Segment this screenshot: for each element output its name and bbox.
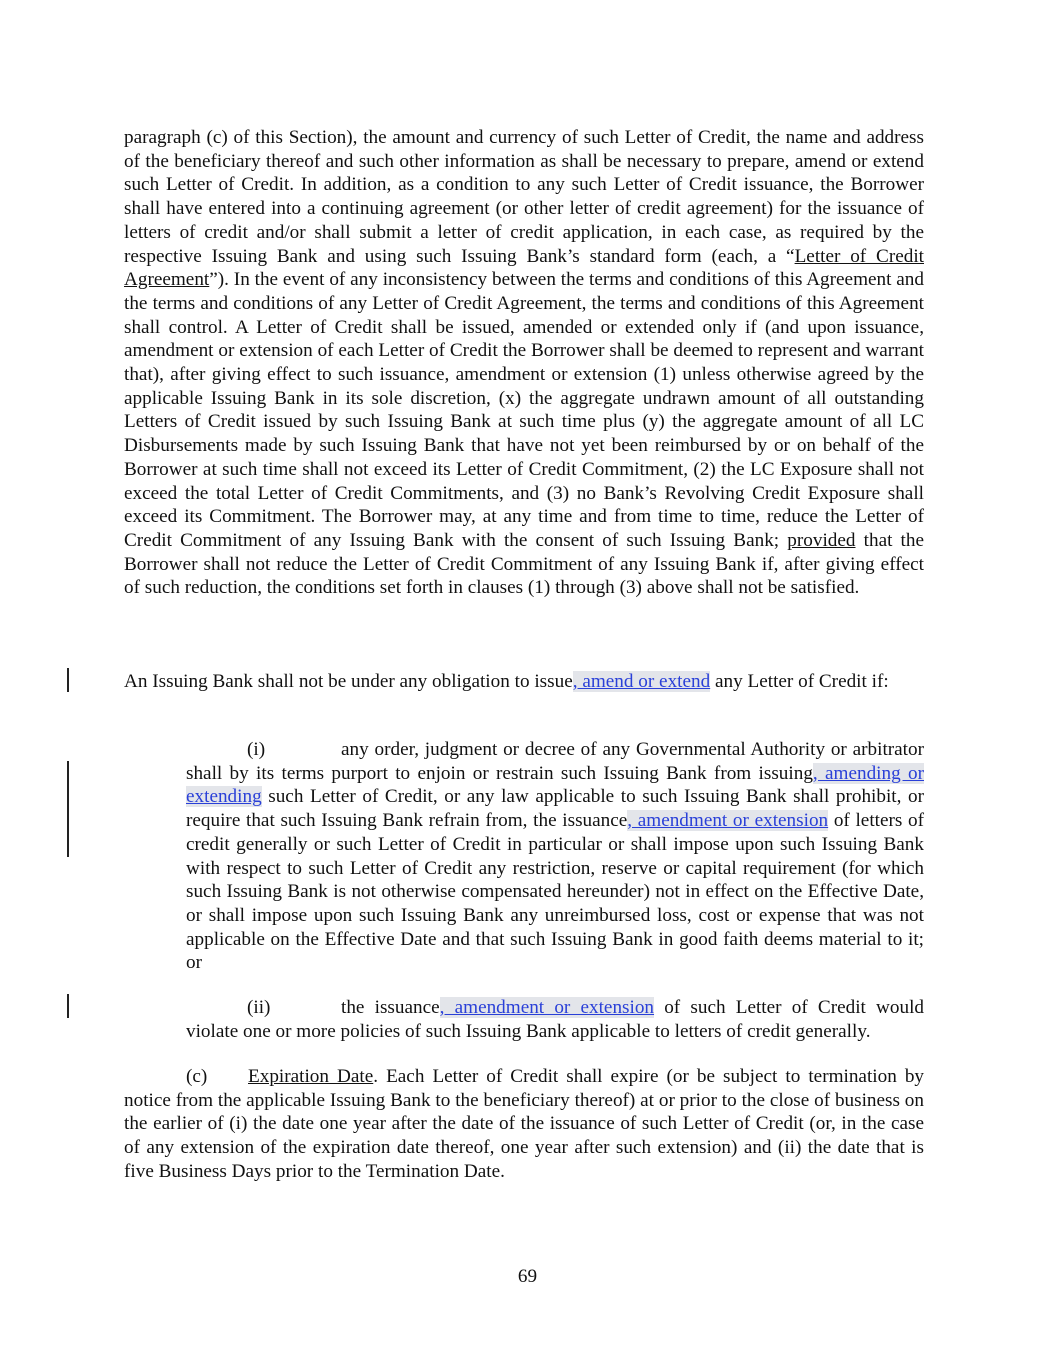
paragraph-text: any Letter of Credit if: xyxy=(710,671,889,692)
clause-i xyxy=(186,738,924,975)
inserted-text-revision: , amendment or extension xyxy=(627,810,829,832)
paragraph-letter-of-credit-request xyxy=(124,126,924,600)
change-bar xyxy=(67,761,69,809)
inserted-text-revision: , amend or extend xyxy=(572,671,711,692)
clause-text: such Letter of Credit, or any law applicable to such Issuing Bank shall prohibit, or require that such Issuing Bank refrain from, the issuance xyxy=(186,786,924,832)
change-bar xyxy=(67,668,69,692)
clause-ii xyxy=(186,996,924,1043)
section-label: (c) xyxy=(186,1066,208,1087)
clause-text: the issuance xyxy=(341,997,440,1018)
section-text: . Each Letter of Credit shall expire (or be subject to termination by notice from the applicable Issuing Bank to the beneficiary thereof) at or prior to the close of business on the earlier of (i) the date one year after the date of the issuance of such Letter of Credit (or, in the case of any extension of the expiration date thereof, one year after such extension) and (ii) the date that is five Business Days prior to the Termination Date. xyxy=(124,1066,925,1182)
clause-text: of letters of credit generally or such Letter of Credit in particular or shall impose upon such Issuing Bank with respect to such Letter of Credit any restriction, reserve or capital requirement (for which such Issuing Bank is not otherwise compensated hereunder) not in effect on the Effective Date, or shall impose upon such Issuing Bank any unreimbursed loss, cost or expense that was not applicable on the Effective Date and that such Issuing Bank in good faith deems material to it; or xyxy=(186,810,925,974)
inserted-text-revision: , amendment or extension xyxy=(439,997,655,1018)
paragraph-text: that the Borrower shall not reduce the Letter of Credit Commitment of any Issuing Bank if, after giving effect of such reduction, the conditions set forth in clauses (1) through (3) above shall not be satisfied. xyxy=(124,529,924,599)
change-bar xyxy=(67,809,69,857)
clause-text: any order, judgment or decree of any Governmental Authority or arbitrator shall by its terms purport to enjoin or restrain such Issuing Bank from issuing xyxy=(186,739,924,784)
paragraph-text: ”). In the event of any inconsistency between the terms and conditions of this Agreement and the terms and conditions of any Letter of Credit Agreement, the terms and conditions of this Agreement shall control. A Letter of Credit shall be issued, amended or extended only if (and upon issuance, amendment or extension of each Letter of Credit the Borrower shall be deemed to represent and warrant that), after giving effect to such issuance, amendment or extension (1) unless otherwise agreed by the applicable Issuing Bank in its sole discretion, (x) the aggregate undrawn amount of all outstanding Letters of Credit issued by such Issuing Bank at such time plus (y) the aggregate amount of all LC Disbursements made by such Issuing Bank that have not yet been reimbursed by or on behalf of the Borrower at such time shall not exceed its Letter of Credit Commitment, (2) the LC Exposure shall not exceed the total Letter of Credit Commitments, and (3) no Bank’s Revolving Credit Exposure shall exceed its Commitment. The Borrower may, at any time and from time to time, reduce the Letter of Credit Commitment of any Issuing Bank with the consent of such Issuing Bank; xyxy=(124,269,924,551)
change-bar xyxy=(67,994,69,1018)
inserted-text-revision: , amending or extending xyxy=(186,762,924,808)
page-number: 69 xyxy=(517,1266,538,1287)
clause-text: of such Letter of Credit would violate one or more policies of such Issuing Bank applicable to letters of credit generally. xyxy=(186,997,925,1042)
paragraph-issuing-bank-obligation xyxy=(124,670,924,694)
defined-term-letter-of-credit-agreement: Letter of Credit Agreement xyxy=(124,245,924,291)
clause-label: (ii) xyxy=(247,997,271,1018)
proviso-term: provided xyxy=(787,529,856,551)
section-heading: Expiration Date xyxy=(248,1066,374,1087)
section-c-expiration-date xyxy=(124,1065,924,1184)
paragraph-text: paragraph (c) of this Section), the amount and currency of such Letter of Credit, the name and address of the beneficiary thereof and such other information as shall be necessary to prepare, amend or extend such Letter of Credit. In addition, as a condition to any such Letter of Credit issuance, the Borrower shall have entered into a continuing agreement (or other letter of credit agreement) for the issuance of letters of credit and/or shall submit a letter of credit application, in each case, as required by the respective Issuing Bank and using such Issuing Bank’s standard form (each, a “ xyxy=(124,127,924,267)
clause-label: (i) xyxy=(247,739,266,760)
paragraph-text: An Issuing Bank shall not be under any obligation to issue xyxy=(124,671,573,692)
